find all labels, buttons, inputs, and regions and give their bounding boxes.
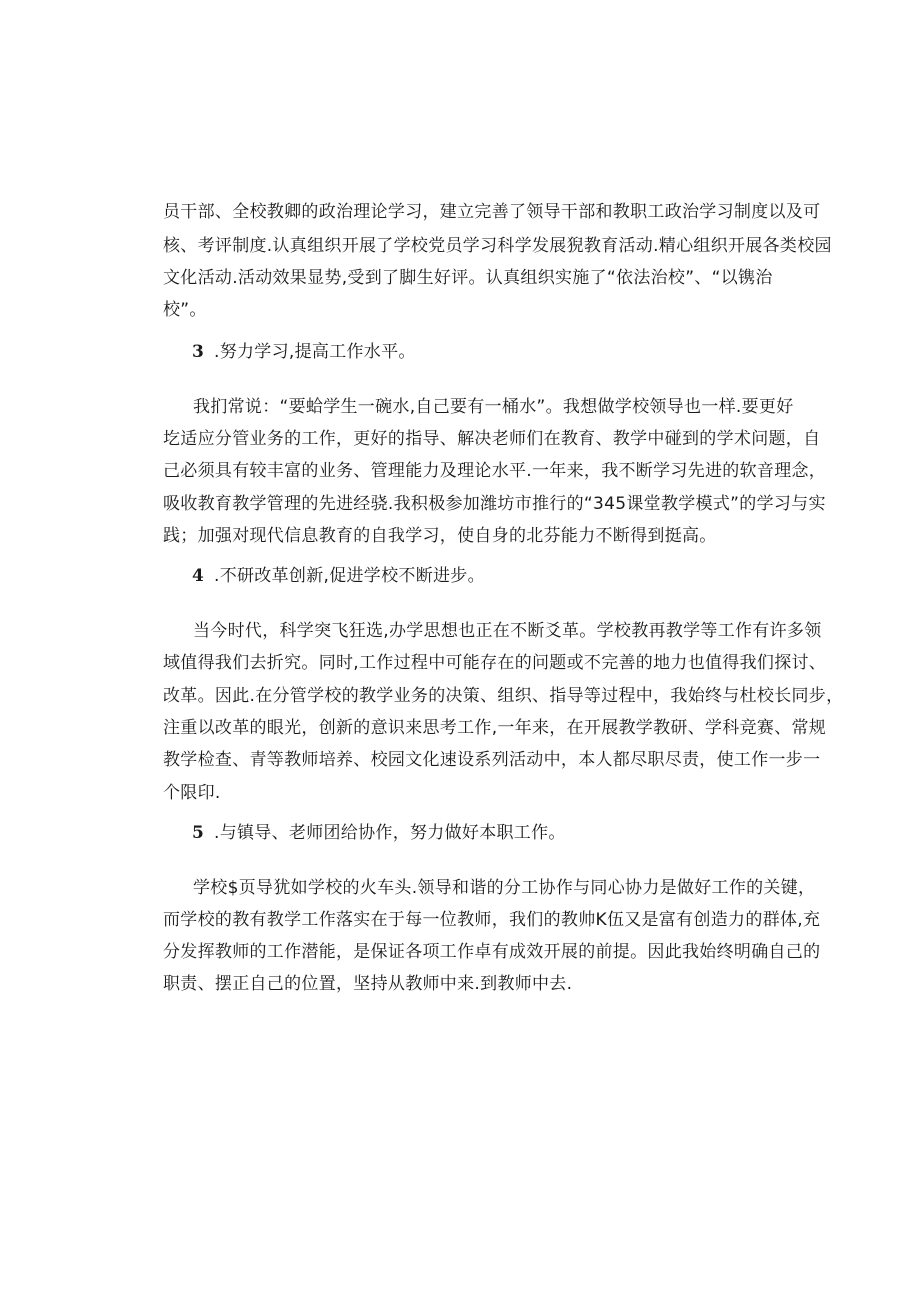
text-line: 核、考评制度.认真组织开展了学校党员学习科学发展猊教育活动.精心组织开展各类校园 xyxy=(163,236,832,256)
text-line: 践；加强对现代信息教育的自我学习，使自身的北芬能力不断得到挺高。 xyxy=(163,526,717,546)
heading-number: 3 xyxy=(192,342,205,362)
text-line: 学校$页导犹如学校的火车头.领导和谐的分工协作与同心协力是做好工作的关键， xyxy=(193,878,816,898)
heading-number: 5 xyxy=(192,823,205,843)
heading-text: .与镇导、老师团给协作，努力做好本职工作。 xyxy=(214,823,566,843)
text-line: 圪适应分管业务的工作，更好的指导、解决老师们在教育、教学中碰到的学术问题，自 xyxy=(163,429,821,449)
section-heading-3 xyxy=(192,342,416,362)
text-line: 我扪常说：“要蛤学生一碗水,自己要有一桶水”。我想做学校领导也一样.要更好 xyxy=(193,397,794,417)
text-line: 当今时代，科学突飞狂选,办学思想也正在不断爻革。学校教再教学等工作有许多领 xyxy=(193,621,822,641)
text-line: 分发挥教师的工作潜能，是保证各项工作卓有成效开展的前提。因此我始终明确自己的 xyxy=(163,942,821,962)
text-line: 教学检查、青等教师培养、校园文化速设系列活动中，本人都尽职尽责，使工作一步一 xyxy=(163,750,821,770)
section-heading-5 xyxy=(192,823,566,843)
text-line: 校”。 xyxy=(163,300,207,320)
text-line: 文化活动.活动效果显势,受到了脚生好评。认真组织实施了“依法治校”、“以镌治 xyxy=(163,268,773,288)
section-heading-4 xyxy=(192,566,485,586)
text-line: 己必须具有较丰富的业务、管理能力及理论水平.一年来，我不断学习先进的软音理念， xyxy=(163,461,827,481)
text-line: 改革。因此.在分管学校的教学业务的决策、组织、指导等过程中，我始终与杜校长同步， xyxy=(163,686,844,706)
text-line: 职责、摆正自己的位置，坚持从教师中来.到教师中去. xyxy=(163,974,573,994)
text-line: 员干部、全校教卿的政治理论学习，建立完善了领导干部和教职工政治学习制度以及可 xyxy=(163,202,821,222)
text-line: 个限印. xyxy=(163,783,221,803)
text-line: 注重以改革的眼光，创新的意识来思考工作,一年来，在开展教学教研、学科竞赛、常规 xyxy=(163,718,827,738)
text-line: 而学校的教有教学工作落实在于每一位教师，我们的教帅K伍又是富有创造力的群体,充 xyxy=(163,910,821,930)
text-line: 域值得我们去折究。同时,工作过程中可能存在的问题或不完善的地力也值得我们探讨、 xyxy=(163,653,827,673)
heading-text: .努力学习,提高工作水平。 xyxy=(214,342,416,362)
text-line: 吸收教育教学管理的先进经骁.我积极参加潍坊市推行的“345课堂教学模式”的学习与实 xyxy=(163,494,826,514)
heading-number: 4 xyxy=(192,566,205,586)
heading-text: .不研改革创新,促进学校不断进步。 xyxy=(214,566,485,586)
